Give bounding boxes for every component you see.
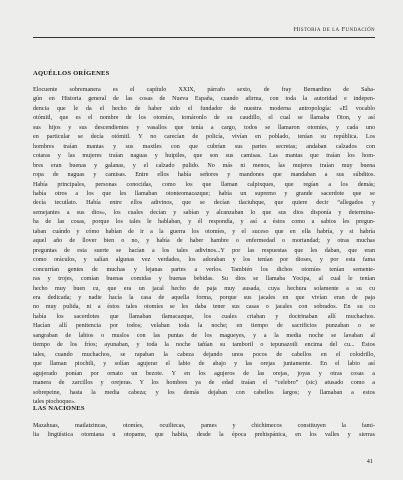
text-line: Mazahuas, matlatzincas, otomíes, ocuiltecas, pames y chichimecos constituyen la fami- [33, 423, 375, 429]
text-line: concurrían gentes de muchas y lejanas partes a verlos. También los dichos otomíes tenían semente- [33, 266, 375, 273]
text-line: lia lingüística otomiana u otopame, que habita, desde la época prehispánica, en los valles y sierras [33, 432, 375, 439]
text-line: Hacían allí penitencia por todos; velaban toda la noche; en tiempo de sacrificios punzaban o se [33, 323, 375, 330]
paragraph-origenes [33, 86, 375, 407]
text-line: otómitl, que es el nombre de los otomíes, tomáronlo de su caudillo, el cual se llamaba Oton, y así [33, 115, 375, 122]
text-line: había otros a los que les llamaban otonteomacazque; había un supremo y grande sacerdote que se [33, 190, 375, 197]
text-line: hombres traían mantas y sus maxtles con que cubrían sus partes secretas; andaban calzados con [33, 143, 375, 150]
page-number: 41 [366, 458, 373, 465]
text-line: Elocuente sobremanera es el capítulo XXIX, párrafo sexto, de fray Bernardino de Saha- [33, 87, 375, 93]
text-line: que llaman piochtli, y solían agujerar el labio de abajo y las orejas juntamente. En el labio así [33, 361, 375, 368]
text-line: era dedicada; y nadie hacía la casa de aquella forma, porque sus jacales en que vivían eran de paja [33, 294, 375, 301]
text-line: aquel año de llover bien o no, y había de haber hambre o enfermedad o mortandad; y otras muchas [33, 238, 375, 245]
text-line: agujerado ponían por ornato un bezote. Y en los agujeros de las orejas, joyas y otras cosas a [33, 370, 375, 377]
text-line: en particular se decía otómitl. Y no carecían de policía, vivían en poblado, tenían su república. Los [33, 134, 375, 141]
text-line: Había principales, personas conocidas, como los que llaman calpixques, que regían a los demás; [33, 181, 375, 188]
text-line: tales piochoque». [33, 398, 76, 405]
running-head: Historia de la Fundación [293, 26, 375, 33]
text-line: había los sacerdotes que llamaban tlamacazque, los cuales criaban y doctrinaban allí muchachos. [33, 313, 375, 320]
text-line: manera de zarcillos y orejeras. Y los hombres ya de edad traían el “celebro” (sic) atusado como a [33, 380, 375, 387]
text-line: gún en Historia general de las cosas de Nueva España, cuando afirma, con toda la autoridad e indepen- [33, 96, 375, 103]
text-line: preguntas de esta suerte se hacían a los tales adivinos...Y por las respuestas que les daban, que eran [33, 247, 375, 254]
text-line: dencia que le da el hecho de haber sido el fundador de nuestra moderna antropología: «El vocablo [33, 105, 375, 112]
paragraph-naciones [33, 422, 375, 441]
text-line: sus hijos y sus descendientes y vasallos que tenía a cargo, todos se llamaron otomíes, y cada uno [33, 124, 375, 131]
text-line: sangraban de labios o muslos con las puntas de los magueyes, y a la media noche se lavaban al [33, 332, 375, 339]
text-line: cotaras y las mujeres traían naguas y huipiles, que son sus camisas. Las mantas que traían los hom- [33, 153, 375, 160]
text-line: ras y trojes, comían buenas comidas y buenas bebidas. Su dios se llamaba Yocipa, al cual le tenían [33, 276, 375, 283]
section-heading-naciones: LAS NACIONES [33, 405, 85, 412]
text-line: ba de las cosas, porque los tales le hablaban, y él respondía, y así a éstos como a sabios les pregun- [33, 219, 375, 226]
text-line: semejantes a sus dios», los cuales decían y sabían y alcanzaban lo que sus dios disponía y determina- [33, 209, 375, 216]
text-line: hecho muy buen cu, que era un jacal hecho de paja muy ausada, cuya hechura solamente a su cu [33, 285, 375, 292]
text-line: decía tecutlato. Había entre ellos adivinos, que se decían tlaciuhque, que quiere decir “allegados y [33, 200, 375, 207]
section-heading-origenes: AQUÉLLOS ORÍGENES [33, 70, 110, 77]
header-rule [33, 37, 375, 38]
text-line: como oráculos, y salían algunas vez verdades, los adoraban y los tenían por dioses, y por esta fama [33, 257, 375, 264]
text-line: taban cuándo y cómo habían de ir a la guerra los otomíes, y el suceso que en ella habría, y si habría [33, 228, 375, 235]
text-line: ropa de naguas y camisas. Entre ellos había señores y mandones que mandaban a sus súbditos. [33, 172, 375, 179]
text-line: bres eran buenas y galanas, y el calzado pulido. No más ni menos, las mujeres traían muy buena [33, 162, 375, 169]
text-line: tiempo de los fríos; ayunaban, y toda la noche tañían su tamboril o tepunazotli encima del cu... Éstos [33, 342, 375, 349]
text-line: sobrepeine, hasta la media cabeza; y los demás dejaban con cabellos largos; y llamaban a estos [33, 389, 375, 396]
text-line: no muy pulida, ni a éstos tales otomíes se les daba tener sus casas o jacales con sobrados. En su cu [33, 304, 375, 311]
text-line: tales, cuando muchachos, se rapaban la cabeza dejando unos pocos de cabellos en el colodrillo, [33, 351, 375, 358]
